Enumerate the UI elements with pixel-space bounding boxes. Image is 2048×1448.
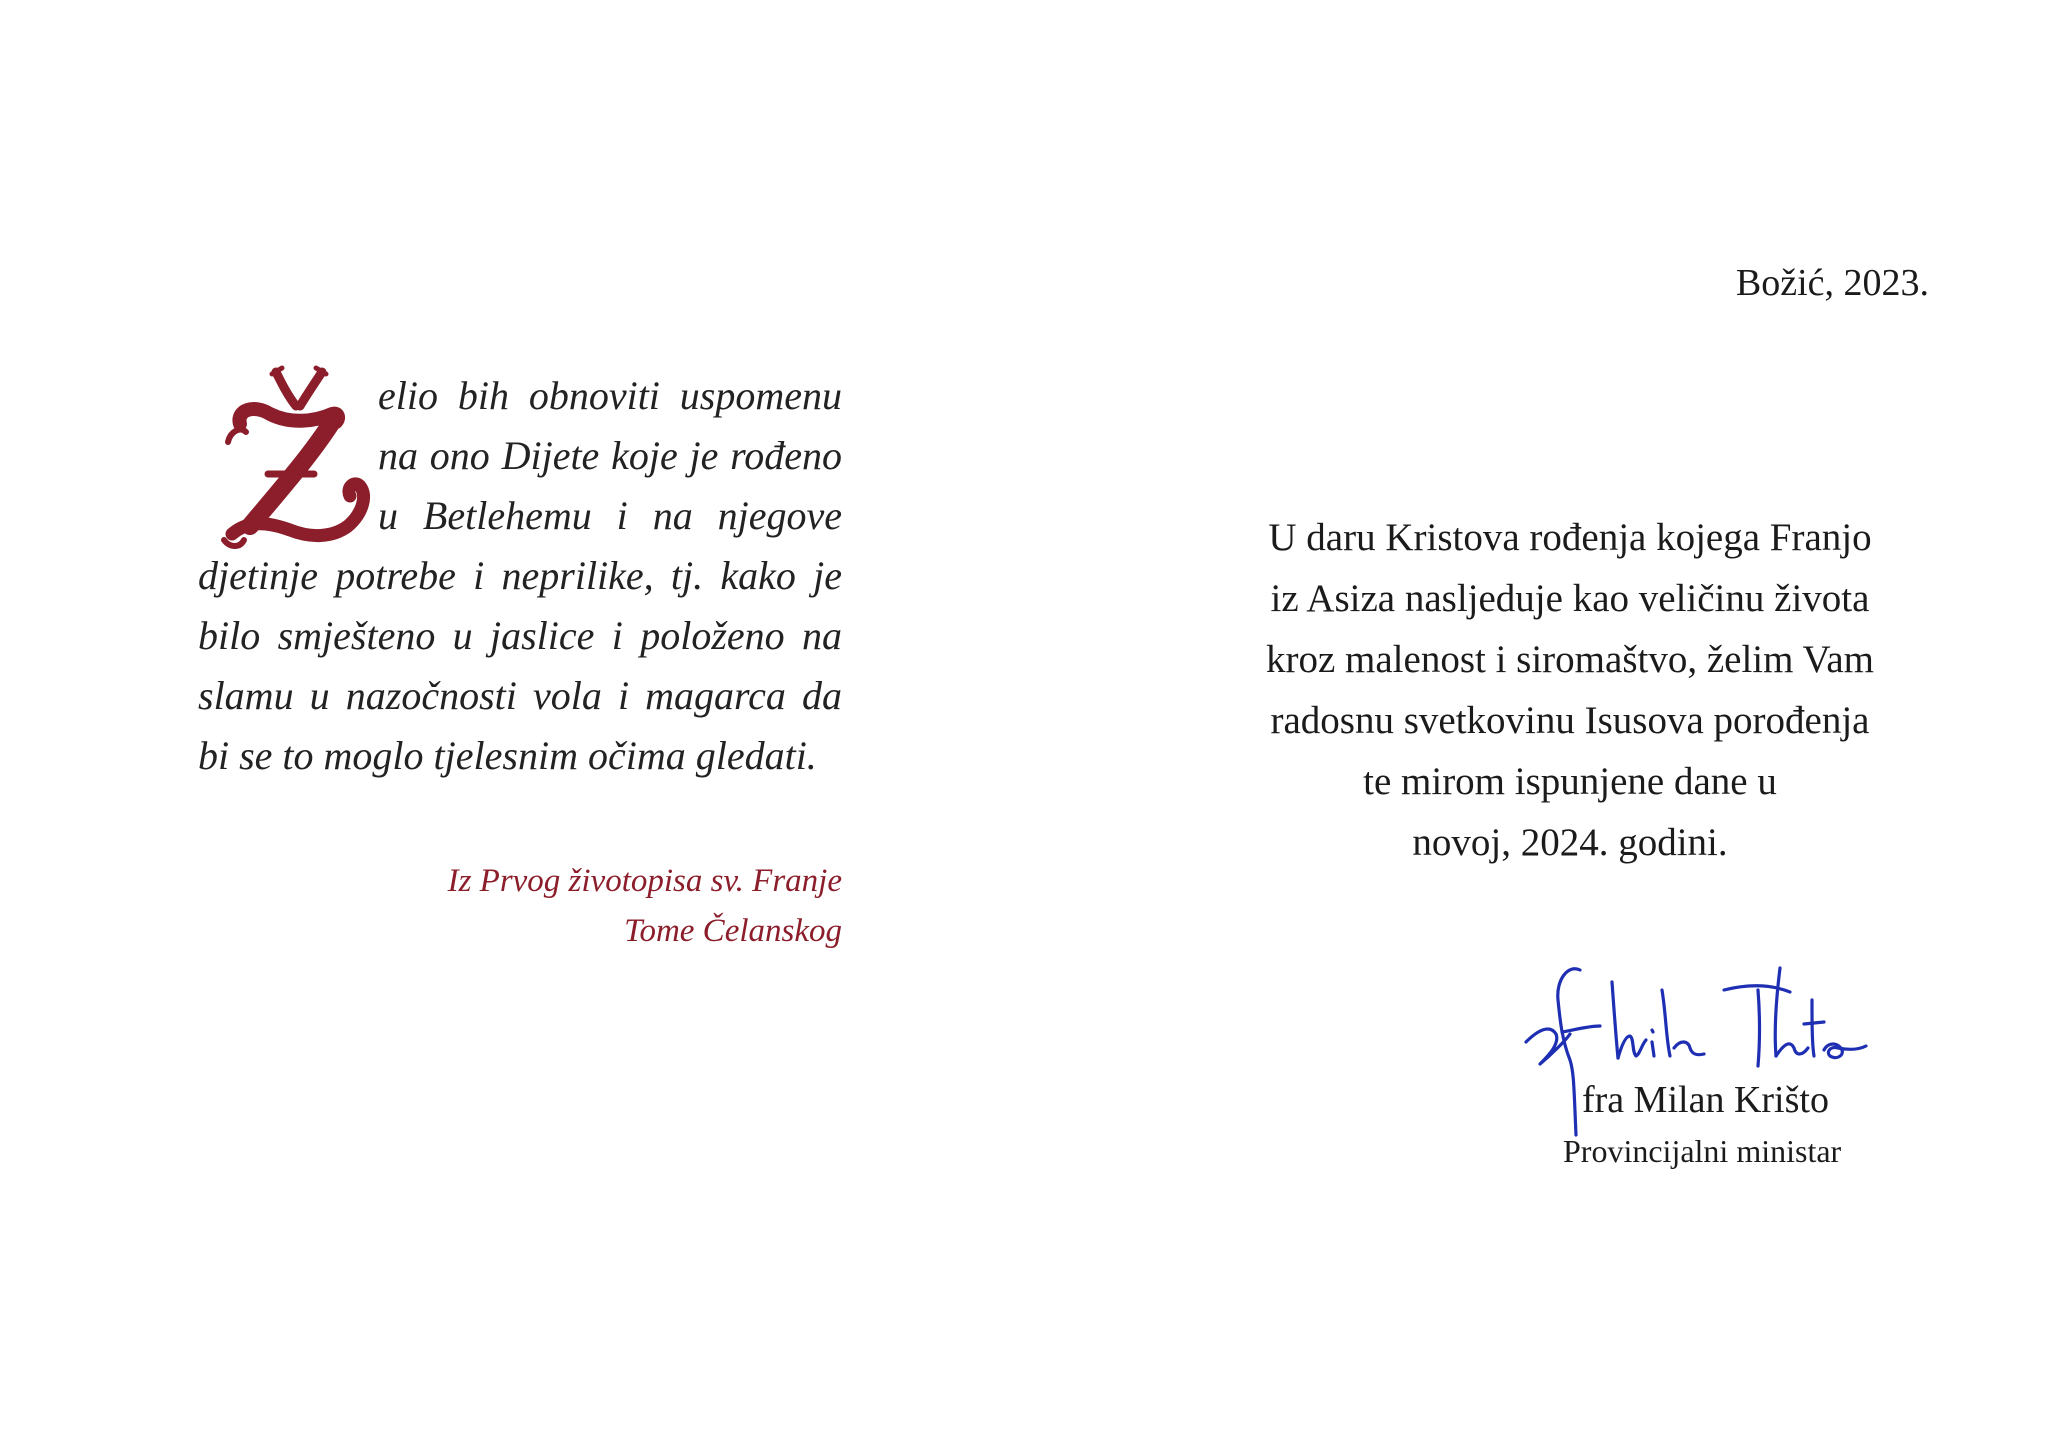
quote-line: na ono Dijete koje je rođeno (378, 433, 842, 478)
quote-line: slamu u nazočnosti vola i magarca da (198, 673, 842, 718)
quote-line: bi se to moglo tjelesnim očima gledati. (198, 733, 817, 778)
greeting-line: radosnu svetkovinu Isusova porođenja (1270, 699, 1870, 742)
greeting-line: U daru Kristova rođenja kojega Franjo (1268, 516, 1872, 559)
card-date: Božić, 2023. (1735, 262, 1929, 304)
quote-line: u Betlehemu i na njegove (378, 493, 842, 538)
greeting-line: kroz malenost i siromaštvo, želim Vam (1265, 638, 1874, 681)
greeting-line: novoj, 2024. godini. (1412, 821, 1728, 864)
attribution-line: Iz Prvog životopisa sv. Franje (447, 863, 842, 899)
greeting-line: iz Asiza nasljeduje kao veličinu života (1270, 577, 1870, 620)
signer-title: Provincijalni ministar (1563, 1133, 1842, 1169)
ribbon-initial-z-icon (210, 362, 376, 552)
quote-block (198, 366, 842, 786)
quote-line: bilo smješteno u jaslice i položeno na (198, 613, 842, 658)
quote-line: elio bih obnoviti uspomenu (378, 373, 842, 418)
quote-line: djetinje potrebe i neprilike, tj. kako je (198, 553, 842, 598)
signer-name: fra Milan Krišto (1582, 1079, 1829, 1121)
quote-attribution (198, 856, 842, 956)
greeting-line: te mirom ispunjene dane u (1363, 760, 1777, 803)
greeting-text (1180, 507, 1960, 873)
attribution-line: Tome Čelanskog (624, 913, 842, 949)
